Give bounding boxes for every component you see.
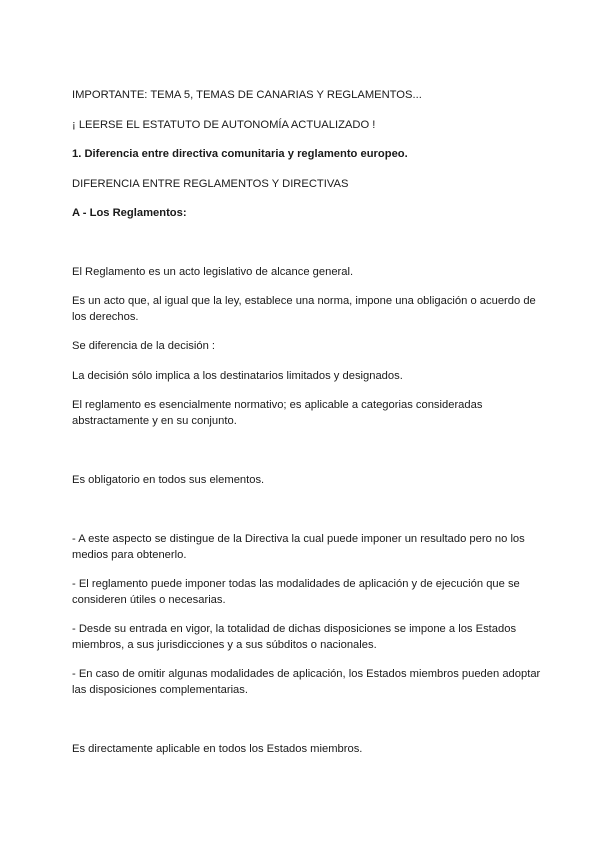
paragraph: El Reglamento es un acto legislativo de alcance general.: [72, 266, 354, 278]
bullet-item: - El reglamento puede imponer todas las modalidades de aplicación y de ejecución que se consideren útiles o necesarias.: [72, 578, 520, 606]
subtitle: DIFERENCIA ENTRE REGLAMENTOS Y DIRECTIVAS: [72, 178, 349, 190]
paragraph: Se diferencia de la decisión :: [72, 340, 216, 352]
paragraph: El reglamento es esencialmente normativo; es aplicable a categorias consideradas abstractamente y en su conjunto.: [72, 399, 483, 427]
paragraph: Es directamente aplicable en todos los Estados miembros.: [72, 743, 363, 755]
bullet-item: - En caso de omitir algunas modalidades de aplicación, los Estados miembros pueden adoptar las disposiciones complementarias.: [72, 668, 541, 696]
section-1-title: 1. Diferencia entre directiva comunitaria y reglamento europeo.: [72, 148, 408, 160]
section-a-title: A - Los Reglamentos:: [72, 207, 187, 219]
heading-estatuto: ¡ LEERSE EL ESTATUTO DE AUTONOMÍA ACTUALIZADO !: [72, 119, 376, 131]
heading-important: IMPORTANTE: TEMA 5, TEMAS DE CANARIAS Y REGLAMENTOS...: [72, 89, 422, 101]
paragraph: Es obligatorio en todos sus elementos.: [72, 474, 265, 486]
paragraph: Es un acto que, al igual que la ley, establece una norma, impone una obligación o acuerdo de los derechos.: [72, 295, 536, 323]
paragraph: La decisión sólo implica a los destinatarios limitados y designados.: [72, 370, 403, 382]
bullet-item: - Desde su entrada en vigor, la totalidad de dichas disposiciones se impone a los Estados miembros, a sus jurisdicciones y a sus súbditos o nacionales.: [72, 623, 517, 651]
bullet-item: - A este aspecto se distingue de la Directiva la cual puede imponer un resultado pero no los medios para obtenerlo.: [72, 533, 525, 561]
